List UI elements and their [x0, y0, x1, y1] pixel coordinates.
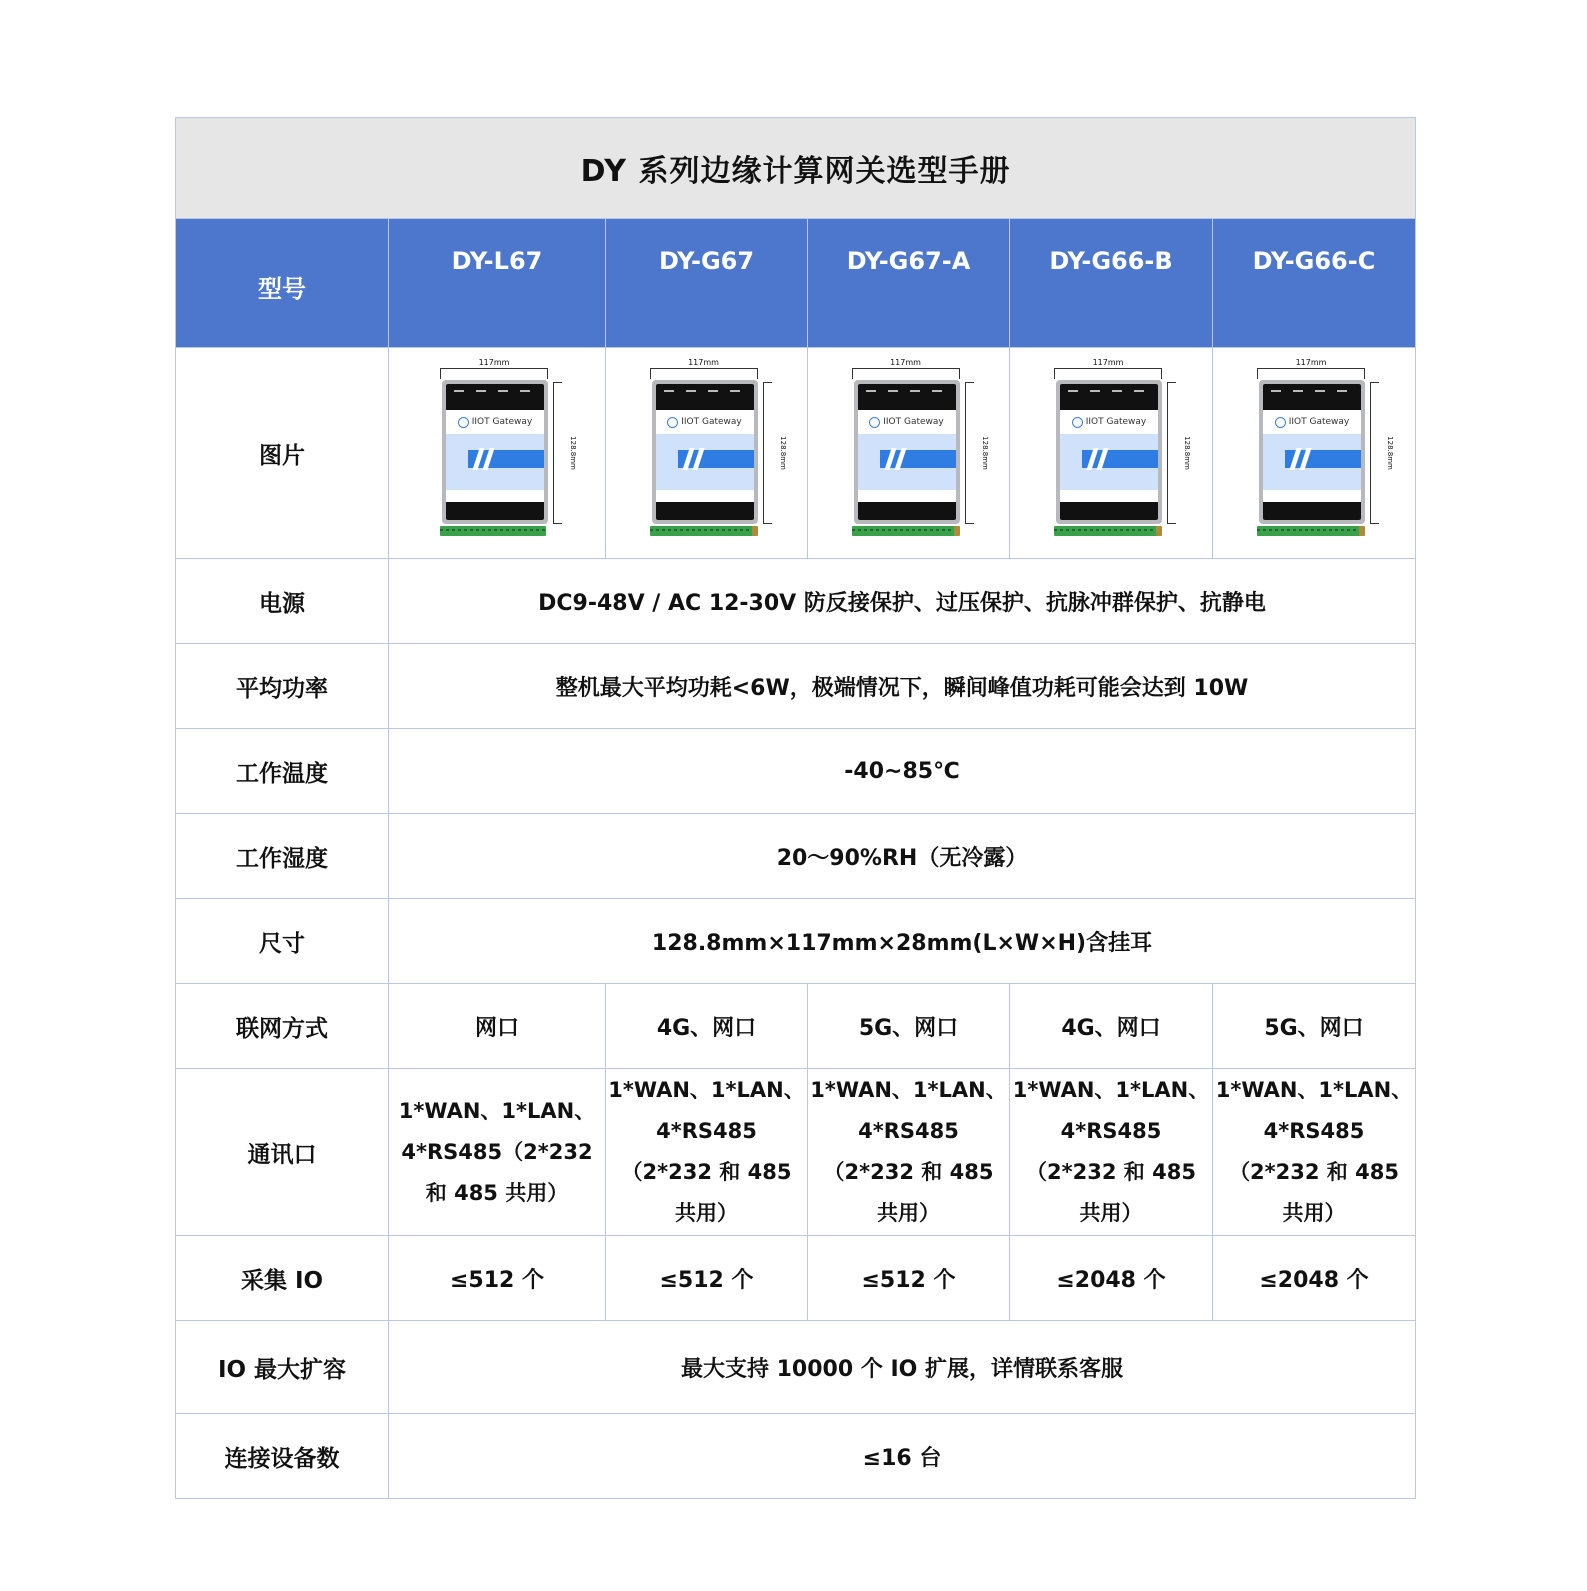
device-count-row [176, 1414, 1416, 1499]
row-label: 联网方式 [176, 984, 389, 1069]
brand-text: IIOT Gateway [883, 417, 944, 427]
height-dimension [763, 382, 787, 524]
network-value: 5G、网口 [808, 984, 1010, 1069]
gateway-logo-icon [1072, 417, 1083, 428]
device-front-panel [858, 384, 956, 520]
comm-line: 共用） [675, 1201, 738, 1225]
network-value: 网口 [389, 984, 606, 1069]
top-label-bar [656, 384, 754, 410]
comm-line: 共用） [1282, 1201, 1346, 1225]
device-front-panel [1263, 384, 1361, 520]
terminal-block [650, 526, 756, 536]
row-label: 工作温度 [176, 729, 389, 814]
top-label-bar [1263, 384, 1361, 410]
width-dimension: 117mm [852, 368, 960, 379]
comm-port-value [808, 1069, 1010, 1236]
humidity-row [176, 814, 1416, 899]
power-value: DC9-48V / AC 12-30V 防反接保护、过压保护、抗脉冲群保护、抗静电 [389, 559, 1416, 644]
device-housing [442, 380, 548, 524]
height-dimension-label: 128.8mm [980, 436, 989, 470]
row-label: 平均功率 [176, 644, 389, 729]
bottom-label-bar [1263, 502, 1361, 520]
network-value: 5G、网口 [1213, 984, 1416, 1069]
top-label-bar [858, 384, 956, 410]
io-value: ≤512 个 [808, 1236, 1010, 1321]
model-name: DY-G66-B [1010, 219, 1213, 348]
height-dimension [1167, 382, 1191, 524]
height-dimension-label: 128.8mm [568, 436, 577, 470]
avg-power-value: 整机最大平均功耗<6W，极端情况下，瞬间峰值功耗可能会达到 10W [389, 644, 1416, 729]
bottom-label-bar [1060, 502, 1158, 520]
device-housing [1056, 380, 1162, 524]
device-housing [1259, 380, 1365, 524]
device-housing [652, 380, 758, 524]
row-label: 图片 [176, 348, 389, 559]
header-label: 型号 [176, 219, 389, 348]
size-value: 128.8mm×117mm×28mm(L×W×H)含挂耳 [389, 899, 1416, 984]
comm-line: （2*232 和 485 [1229, 1160, 1399, 1184]
row-label: 通讯口 [176, 1069, 389, 1236]
brand-text: IIOT Gateway [1085, 417, 1147, 427]
bottom-label-bar [858, 502, 956, 520]
device-front-panel [1060, 384, 1158, 520]
row-label: IO 最大扩容 [176, 1321, 389, 1414]
comm-line: （2*232 和 485 [621, 1160, 792, 1184]
device-image-cell [808, 348, 1010, 559]
row-label: 电源 [176, 559, 389, 644]
top-label-bar [446, 384, 544, 410]
comm-port-row [176, 1069, 1416, 1236]
io-value: ≤512 个 [606, 1236, 808, 1321]
comm-port-value [606, 1069, 808, 1236]
device-count-value: ≤16 台 [389, 1414, 1416, 1499]
device-image-cell [389, 348, 606, 559]
gateway-device-image [844, 358, 989, 538]
brand-label [1060, 414, 1158, 430]
io-value: ≤2048 个 [1213, 1236, 1416, 1321]
row-label: 连接设备数 [176, 1414, 389, 1499]
row-label: 尺寸 [176, 899, 389, 984]
humidity-value: 20～90%RH（无冷露） [389, 814, 1416, 899]
brand-label [656, 414, 754, 430]
comm-line: 4*RS485 [656, 1119, 757, 1143]
io-value: ≤2048 个 [1010, 1236, 1213, 1321]
comm-line: 4*RS485 [1060, 1119, 1162, 1143]
width-dimension: 117mm [1054, 368, 1162, 379]
device-housing [854, 380, 960, 524]
model-name: DY-G67-A [808, 219, 1010, 348]
brand-text: IIOT Gateway [681, 417, 742, 427]
terminal-block [852, 526, 958, 536]
comm-line: 共用） [1079, 1201, 1143, 1225]
width-dimension: 117mm [650, 368, 758, 379]
gateway-logo-icon [667, 417, 678, 428]
comm-line: 1*WAN、1*LAN、 [810, 1078, 1007, 1102]
selection-table-sheet [175, 117, 1415, 1499]
network-value: 4G、网口 [606, 984, 808, 1069]
model-name: DY-G67 [606, 219, 808, 348]
network-row [176, 984, 1416, 1069]
comm-line: 共用） [877, 1201, 940, 1225]
width-dimension: 117mm [1257, 368, 1365, 379]
antenna-connector-icon [1156, 526, 1162, 536]
gateway-logo-icon [458, 417, 469, 428]
comm-line: 4*RS485 [1263, 1119, 1365, 1143]
height-dimension-label: 128.8mm [1182, 436, 1191, 470]
temperature-value: -40~85℃ [389, 729, 1416, 814]
brand-label [446, 414, 544, 430]
document-title: DY 系列边缘计算网关选型手册 [176, 118, 1416, 219]
io-expand-value: 最大支持 10000 个 IO 扩展，详情联系客服 [389, 1321, 1416, 1414]
gateway-device-image [432, 358, 577, 538]
brand-label [1263, 414, 1361, 430]
temperature-row [176, 729, 1416, 814]
height-dimension [1370, 382, 1394, 524]
comm-port-value [1010, 1069, 1213, 1236]
avg-power-row [176, 644, 1416, 729]
model-header-row [176, 219, 1416, 348]
network-value: 4G、网口 [1010, 984, 1213, 1069]
bottom-label-bar [656, 502, 754, 520]
brand-text: IIOT Gateway [471, 417, 533, 427]
io-expand-row [176, 1321, 1416, 1414]
comm-line: 1*WAN、1*LAN、 [1215, 1078, 1413, 1102]
device-image-cell [1010, 348, 1213, 559]
row-label: 工作湿度 [176, 814, 389, 899]
power-row [176, 559, 1416, 644]
gateway-logo-icon [1275, 417, 1286, 428]
terminal-block [440, 526, 546, 536]
selection-table [175, 117, 1416, 1499]
device-image-cell [606, 348, 808, 559]
comm-port-value [1213, 1069, 1416, 1236]
comm-line: 1*WAN、1*LAN、 [1012, 1078, 1210, 1102]
height-dimension-label: 128.8mm [1385, 436, 1394, 470]
terminal-block [1054, 526, 1160, 536]
gateway-logo-icon [869, 417, 880, 428]
model-name: DY-G66-C [1213, 219, 1416, 348]
comm-line: 1*WAN、1*LAN、 [608, 1078, 805, 1102]
device-front-panel [656, 384, 754, 520]
device-front-panel [446, 384, 544, 520]
antenna-connector-icon [752, 526, 758, 536]
comm-line: 4*RS485（2*232 [401, 1139, 593, 1164]
bottom-label-bar [446, 502, 544, 520]
comm-line: （2*232 和 485 [1026, 1160, 1196, 1184]
brand-label [858, 414, 956, 430]
size-row [176, 899, 1416, 984]
antenna-connector-icon [954, 526, 960, 536]
gateway-device-image [1046, 358, 1191, 538]
brand-text: IIOT Gateway [1288, 417, 1350, 427]
width-dimension: 117mm [440, 368, 548, 379]
comm-line: 4*RS485 [858, 1119, 959, 1143]
antenna-connector-icon [1359, 526, 1365, 536]
comm-line: 1*WAN、1*LAN、 [398, 1098, 596, 1123]
terminal-block [1257, 526, 1363, 536]
comm-line: 和 485 共用） [425, 1180, 569, 1205]
image-row [176, 348, 1416, 559]
height-dimension [965, 382, 989, 524]
io-value: ≤512 个 [389, 1236, 606, 1321]
height-dimension [553, 382, 577, 524]
gateway-device-image [1249, 358, 1394, 538]
io-row [176, 1236, 1416, 1321]
row-label: 采集 IO [176, 1236, 389, 1321]
gateway-device-image [642, 358, 787, 538]
comm-port-value [389, 1069, 606, 1236]
device-image-cell [1213, 348, 1416, 559]
comm-line: （2*232 和 485 [823, 1160, 994, 1184]
model-name: DY-L67 [389, 219, 606, 348]
height-dimension-label: 128.8mm [778, 436, 787, 470]
top-label-bar [1060, 384, 1158, 410]
